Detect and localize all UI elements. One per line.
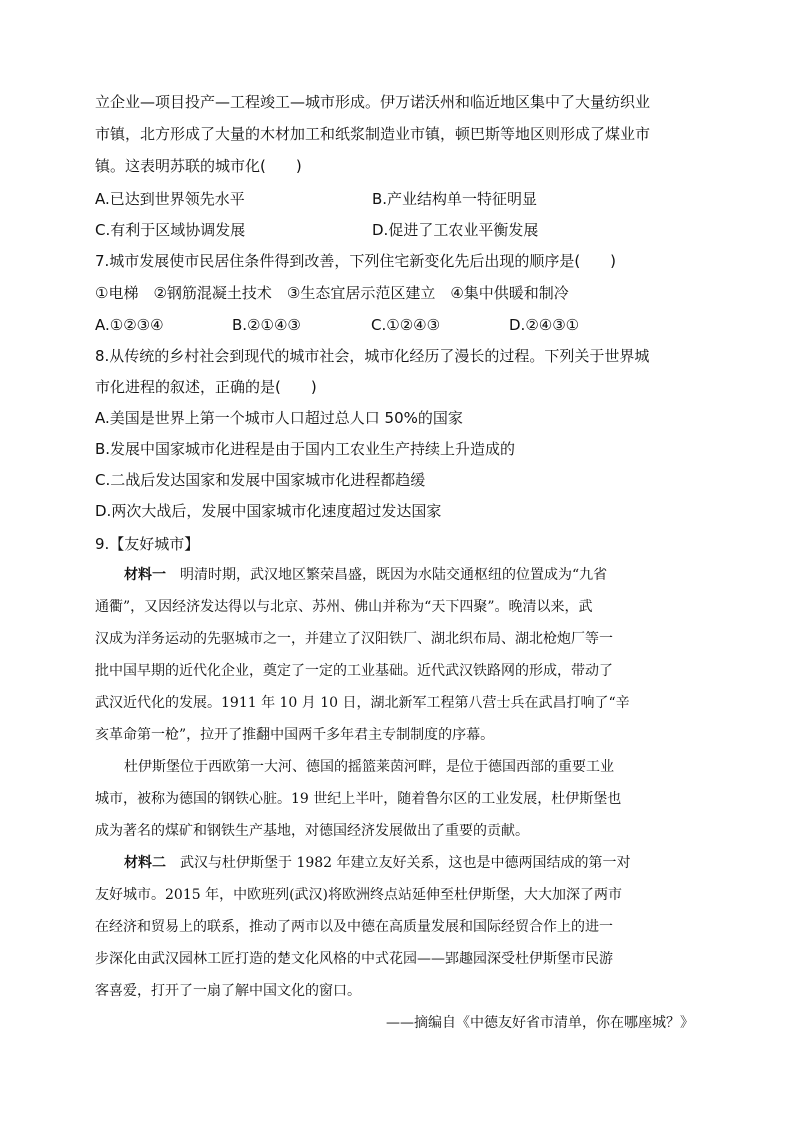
q8-option-c: C.二战后发达国家和发展中国家城市化进程都趋缓	[95, 471, 426, 489]
q6-option-a: A.已达到世界领先水平	[95, 190, 245, 208]
q7-option-d: D.②④③①	[509, 316, 580, 334]
q8-stem-line-2: 市化进程的叙述，正确的是( )	[95, 378, 317, 396]
material1-line-6: 亥革命第一枪”，拉开了推翻中国两千多年君主专制制度的序幕。	[95, 727, 495, 743]
q7-option-b: B.②①④③	[232, 316, 301, 334]
q7-items: ①电梯 ②钢筋混凝土技术 ③生态宜居示范区建立 ④集中供暖和制冷	[95, 284, 569, 302]
q8-stem-line-1: 8.从传统的乡村社会到现代的城市社会，城市化经历了漫长的过程。下列关于世界城	[95, 347, 650, 365]
material1-p2-line-3: 成为著名的煤矿和钢铁生产基地，对德国经济发展做出了重要的贡献。	[95, 823, 529, 839]
material1-line-5: 武汉近代化的发展。1911 年 10 月 10 日，湖北新军工程第八营士兵在武昌打响了“辛	[95, 695, 630, 711]
material1-line-1	[124, 564, 724, 586]
material1-label: 材料一	[124, 567, 166, 583]
q7-stem: 7.城市发展使市民居住条件得到改善，下列住宅新变化先后出现的顺序是( )	[95, 252, 617, 270]
material1-line-3: 汉成为洋务运动的先驱城市之一，并建立了汉阳铁厂、湖北织布局、湖北枪炮厂等一	[95, 631, 613, 647]
material2-text-1: 武汉与杜伊斯堡于 1982 年建立友好关系，这也是中德两国结成的第一对	[180, 855, 631, 871]
q7-option-a: A.①②③④	[95, 316, 164, 334]
material2-line-2: 友好城市。2015 年，中欧班列(武汉)将欧洲终点站延伸至杜伊斯堡，大大加深了两市	[95, 887, 623, 903]
material1-p2-line-1: 杜伊斯堡位于西欧第一大河、德国的摇篮莱茵河畔，是位于德国西部的重要工业	[124, 759, 614, 775]
q8-option-d: D.两次大战后，发展中国家城市化速度超过发达国家	[95, 502, 442, 520]
material1-line-2: 通衢”，又因经济发达得以与北京、苏州、佛山并称为“天下四聚”。晚清以来，武	[95, 599, 593, 615]
material2-line-1	[124, 852, 724, 874]
q6-option-b: B.产业结构单一特征明显	[372, 190, 538, 208]
q6-stem-line-1: 立企业—项目投产—工程竣工—城市形成。伊万诺沃州和临近地区集中了大量纺织业	[95, 93, 651, 111]
q8-option-a: A.美国是世界上第一个城市人口超过总人口 50%的国家	[95, 409, 463, 427]
material2-label: 材料二	[124, 855, 166, 871]
material1-line-4: 批中国早期的近代化企业，奠定了一定的工业基础。近代武汉铁路网的形成，带动了	[95, 663, 613, 679]
q6-stem-line-2: 市镇，北方形成了大量的木材加工和纸浆制造业市镇，顿巴斯等地区则形成了煤业市	[95, 125, 651, 143]
q6-option-c: C.有利于区域协调发展	[95, 221, 246, 239]
material1-text-1: 明清时期，武汉地区繁荣昌盛，既因为水陆交通枢纽的位置成为“九省	[180, 567, 608, 583]
source-citation: ——摘编自《中德友好省市清单，你在哪座城？》	[386, 1015, 694, 1031]
q9-title: 9.【友好城市】	[95, 535, 200, 553]
material1-p2-line-2: 城市，被称为德国的钢铁心脏。19 世纪上半叶，随着鲁尔区的工业发展，杜伊斯堡也	[95, 791, 622, 807]
q8-option-b: B.发展中国家城市化进程是由于国内工农业生产持续上升造成的	[95, 440, 516, 458]
q7-option-c: C.①②④③	[371, 316, 441, 334]
material2-line-4: 步深化由武汉园林工匠打造的楚文化风格的中式花园——郢趣园深受杜伊斯堡市民游	[95, 951, 613, 967]
material2-line-3: 在经济和贸易上的联系，推动了两市以及中德在高质量发展和国际经贸合作上的进一	[95, 919, 613, 935]
q6-option-d: D.促进了工农业平衡发展	[372, 221, 539, 239]
material2-line-5: 客喜爱，打开了一扇了解中国文化的窗口。	[95, 983, 361, 999]
q6-stem-line-3: 镇。这表明苏联的城市化( )	[95, 157, 302, 175]
